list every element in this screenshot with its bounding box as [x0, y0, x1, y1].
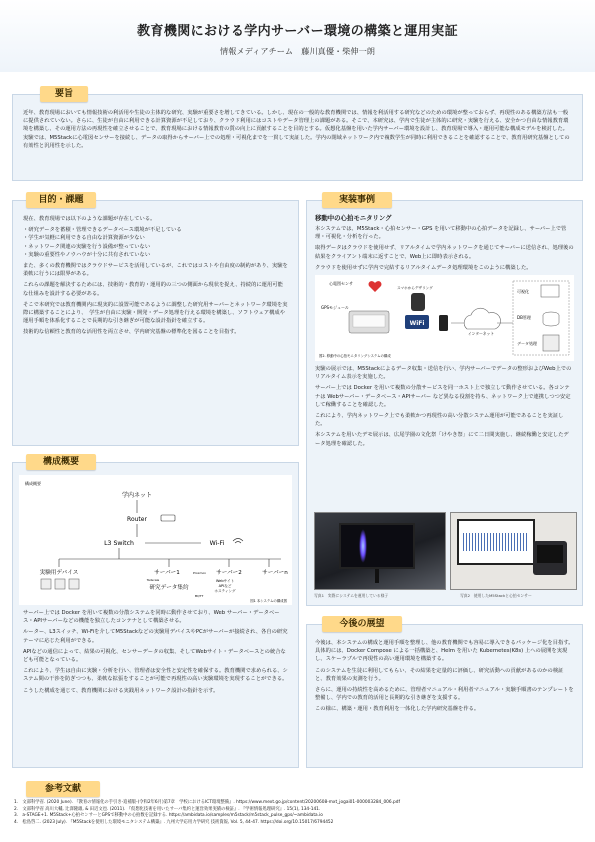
demo-heading: 実装事例: [322, 192, 392, 208]
node-router: Router: [127, 516, 147, 523]
reference-item: 3. a-STAGE+1. M5Stack+心拍センサーとGPSで移動中の心拍数を記録する. https://ambidata.io/samples/m5stack/m5stack_pulse_gps/~ambidata.io: [14, 813, 323, 819]
structure-box: [12, 462, 299, 768]
node-research: 研究データ集約: [149, 585, 189, 591]
device-icon: [69, 579, 79, 589]
references-heading: 参考文献: [26, 781, 100, 797]
demo-paragraph: 取得データはクラウドを使用せず、リアルタイムで学内ネットワークを通じてサーバーに送信され、処理後の結果をクライアント端末に返すことで、Web上に即時表示される。: [315, 245, 574, 260]
figure2-caption: 図2. 移動中の心拍モニタリングシステムの構成: [319, 354, 391, 359]
node-tailscale: Tailscale: [146, 578, 160, 582]
wifi-icon: [233, 539, 243, 544]
reference-item: 1. 文部科学省. (2020 June). 『教育の情報化の手引き-追補版-(令和2年6月)第7章 学校におけるICT環境整備』. https://www.mext.go.jp/content/20200608-mxt_jogai01-000003284_006.pdf: [14, 800, 400, 805]
purpose-item: ・学生が気軽に利用できる自由な計算資源が少ない: [23, 235, 145, 242]
label-watch: スマホからデザリング: [397, 286, 433, 291]
demo-subtitle: 移動中の心拍モニタリング: [315, 214, 392, 222]
reference-item: 2. 文部科学省 高川大輔, 辻澤隆雄, & 田辺文也. (2011). 『仮想化技術を用いたサーバ集約と運営効果実績の検証』. 『学術情報処理研究』. 15(1), 134-141.: [14, 806, 321, 812]
node-hosting: ホスティング: [214, 589, 236, 593]
heart-icon: [369, 281, 382, 292]
label-sensor: 心電図センサ: [329, 281, 353, 287]
label-visual: 可視化: [517, 289, 529, 295]
structure-paragraph: これにより、学生は自由に実験・分析を行い、管理者は安全性と安定性を確保する。教育機関で求められる、システム間の干渉を防ぎつつも、柔軟な拡張をすることが可能で再現性の高い実験環境を実現することができる。: [23, 668, 288, 683]
purpose-intro: 現在、教育現場では以下のような課題が存在している。: [23, 216, 156, 222]
node-switch: L3 Switch: [104, 540, 134, 547]
structure-diagram: [19, 475, 292, 605]
poster-title: 教育機関における学内サーバー環境の構築と運用実証: [137, 24, 458, 39]
purpose-item: ・研究データを蓄積・管理できるデータベース環境が不足している: [23, 227, 182, 234]
abstract-heading: 要旨: [40, 86, 88, 102]
future-box: [306, 624, 583, 768]
references-list: [14, 800, 584, 826]
device-icon: [55, 579, 65, 589]
abstract-body: 近年、教育現場においても情報技術の利活用や生徒の主体的な研究、実験が重要さを増してきている。しかし、現在の一般的な教育機関では、情報を利活用する研究などのための環境が整っておらず、再現性のある構築方法も一般に提供されていない。さらに、生徒が自由に利用できる計算資源が不足しており、クラウド利用にはコストやデータ管理上の課題がある。そこで、本研究は、学内で生徒が主体的に研究・実験を行える、安全かつ自由な情報教育環境を構築し、その運用方法の再現性を確立させることで、教育現場における情報教育の質の向上に貢献することを目的とする。仮想化基盤を用いた学内サーバー環境を設計し、教育現場で導入・運用可能な構成モデルを検討した。実験では、M5Stackに心電図センサーを接続し、データの取得からサーバー上での処理・可視化までを一貫して実証した。学内の閉域ネットワーク内で複数学生が同時に利用できることを確認することで、教育用研究基盤としての有効性と汎用性を示した。: [23, 110, 570, 149]
node-server1: サーバー1: [154, 570, 180, 576]
purpose-item: ・ネットワーク関連の実験を行う設備が整っていない: [23, 243, 151, 250]
label-process: データ処理: [517, 341, 537, 347]
node-device: 実験用デバイス: [39, 570, 79, 576]
purpose-box: [12, 200, 299, 446]
node-web: Webサイト: [215, 579, 235, 583]
diagram-label: 構成概要: [25, 481, 41, 486]
purpose-paragraph: 技術的な信頼性と教育的な活用性を両立させ、学内研究基盤の標準化を図ることを目指す。: [23, 329, 240, 336]
future-paragraph: この様に、構築・運用・教育利用を一体化した学内研究基盤を作る。: [315, 706, 480, 713]
photo2-caption: 写真2 使用したM5Stackと心拍センサー: [460, 593, 532, 598]
purpose-paragraph: これらの課題を解決するためには、技術的・教育的・運用的の三つの側面から現状を捉え、持続的に運用可能な仕組みを設計する必要がある。: [23, 282, 283, 297]
future-paragraph: このシステムを生徒に利用してもらい、その結果を定量的に評価し、研究活動への貢献があるのかの検証と、教育効果の実測を行う。: [315, 667, 564, 682]
purpose-heading: 目的・課題: [26, 192, 96, 208]
label-gps: GPSモジュール: [321, 305, 349, 311]
future-heading: 今後の展望: [322, 616, 402, 632]
structure-paragraph: APIなどの通信によって、結果の可視化、センサーデータの収集、そしてWebサイト・データベースとの統合なども可能となっている。: [23, 648, 286, 664]
demo-paragraph: これにより、学内ネットワーク上でも柔軟かつ再現性の高い分散システム運用が可能であることを実証した。: [315, 413, 564, 428]
photo-system-running: [314, 512, 446, 590]
label-wifi: WiFi: [409, 320, 425, 328]
photo1-caption: 写真1 実際にシステムを運用している様子: [314, 593, 389, 598]
watch-icon: [411, 293, 425, 311]
label-internet: インターネット: [467, 331, 495, 337]
monitor-icon: [541, 285, 559, 297]
reference-item: 4. 松島啓二. (2023 July). 『M5Stackを使用した環境モニタシステム構築』. 九州大学応用力学研究 技術資報, Vol. 5, 44-47. https://doi.org/10.15017/6794452: [14, 819, 334, 825]
node-server1-sub: Proxmox: [193, 571, 206, 575]
demo-paragraph: クラウドを使用せずに学内で完結するリアルタイムデータ処理環境をこのように構築した。: [315, 264, 532, 271]
purpose-paragraph: そこで本研究では教育機関内に現実的に設置可能であるように調整した研究用サーバーとネットワーク環境を実際に構築することにより、 学生が自由に実験・開発・データ処理を行える環境を構築し、ソフトウェア構成や運用手順を体系化することで長期的な引き継ぎが可能な設計指針を確立する。: [23, 301, 288, 325]
node-api: APIなど: [218, 584, 232, 588]
demo-paragraph: サーバー上では Docker を用いて複数の分散サービスを同一ホスト上で独立して動作させている。各コンテナは Webサーバー・データベース・APIサーバー など異なる役割を持ち、ネットワーク上で連携しつつ安定して稼働することを確認した。: [315, 385, 571, 408]
node-internet: 学内ネット: [121, 492, 153, 499]
demo-paragraph: 実験の展示では、M5Stackによるデータ収集・送信を行い、学内サーバーでデータの整形およびWeb上でのリアルタイム表示を実施した。: [315, 366, 572, 381]
node-mqtt: MQTT: [194, 594, 204, 598]
router-icon: [161, 515, 175, 521]
future-paragraph: さらに、運用の持続性を高めるために、管理者マニュアル・利用者マニュアル・実験手順書のテンプレートを整備し、学内での教育的活用と長期的な引き継ぎを支援する。: [315, 687, 574, 702]
purpose-paragraph: また、多くの教育機関ではクラウドサービスを活用しているが、これではコストや自由度の制約があり、実験を柔軟に行うには限界がある。: [23, 263, 288, 278]
node-server-n: サーバーn: [262, 570, 288, 576]
abstract-box: [12, 94, 583, 181]
node-wifi: Wi-Fi: [209, 540, 225, 547]
demo-paragraph: 本システムを用いたデモ展示は、広尾学園の文化祭「けやき祭」にて二日間実施し、継続稼働と安定したデータ処理を確認した。: [315, 432, 569, 447]
demo-diagram: [315, 275, 574, 361]
server-icon: [543, 335, 559, 351]
purpose-item: ・実験の重要性やノウハウが十分に共有されていない: [23, 251, 151, 258]
structure-paragraph: こうした構成を通じて、教育機関における実践用ネットワーク設計の指針を示す。: [23, 687, 219, 694]
demo-paragraph: 本システムでは、M5Stack・心拍センサー・GPS を用いて移動中の心拍データを記録し、サーバー上で管理・可視化・分析を行った。: [315, 226, 567, 241]
photo-m5stack-sensor: [450, 512, 577, 590]
structure-paragraph: ルーター、L3スイッチ、Wi-Fiを介してM5Stackなどの実験用デバイスやPCがサーバーが接続され、各自の研究テーマに応じた利用ができる。: [23, 629, 288, 644]
phone-icon: [439, 315, 448, 331]
device-icon: [41, 579, 51, 589]
structure-heading: 構成概要: [26, 454, 96, 470]
cloud-icon: [464, 308, 500, 329]
figure1-caption: 図1 本システムの構成図: [250, 599, 287, 603]
future-paragraph: 今後は、本システムの構成と運用手順を整理し、他の教育機関でも容易に導入できるパッケージ化を目指す。具体的には、Docker Compose による一括構築と、Helm を用いた Kubernetes(K8s) 上への展開を実現し、スケーラブルで再現性の高い運用環境を構築する。: [315, 640, 574, 663]
label-db: DB管理: [517, 315, 531, 321]
structure-paragraph: サーバー上では Docker を用いて複数の分散システムを同時に動作させており、Web サーバー・データベース・APIサーバーなどの機能を独立したコンテナとして構築させる。: [23, 610, 280, 625]
poster-authors: 情報メディアチーム 藤川真優・柴伸一朗: [220, 46, 375, 56]
node-server2: サーバー2: [216, 570, 242, 576]
